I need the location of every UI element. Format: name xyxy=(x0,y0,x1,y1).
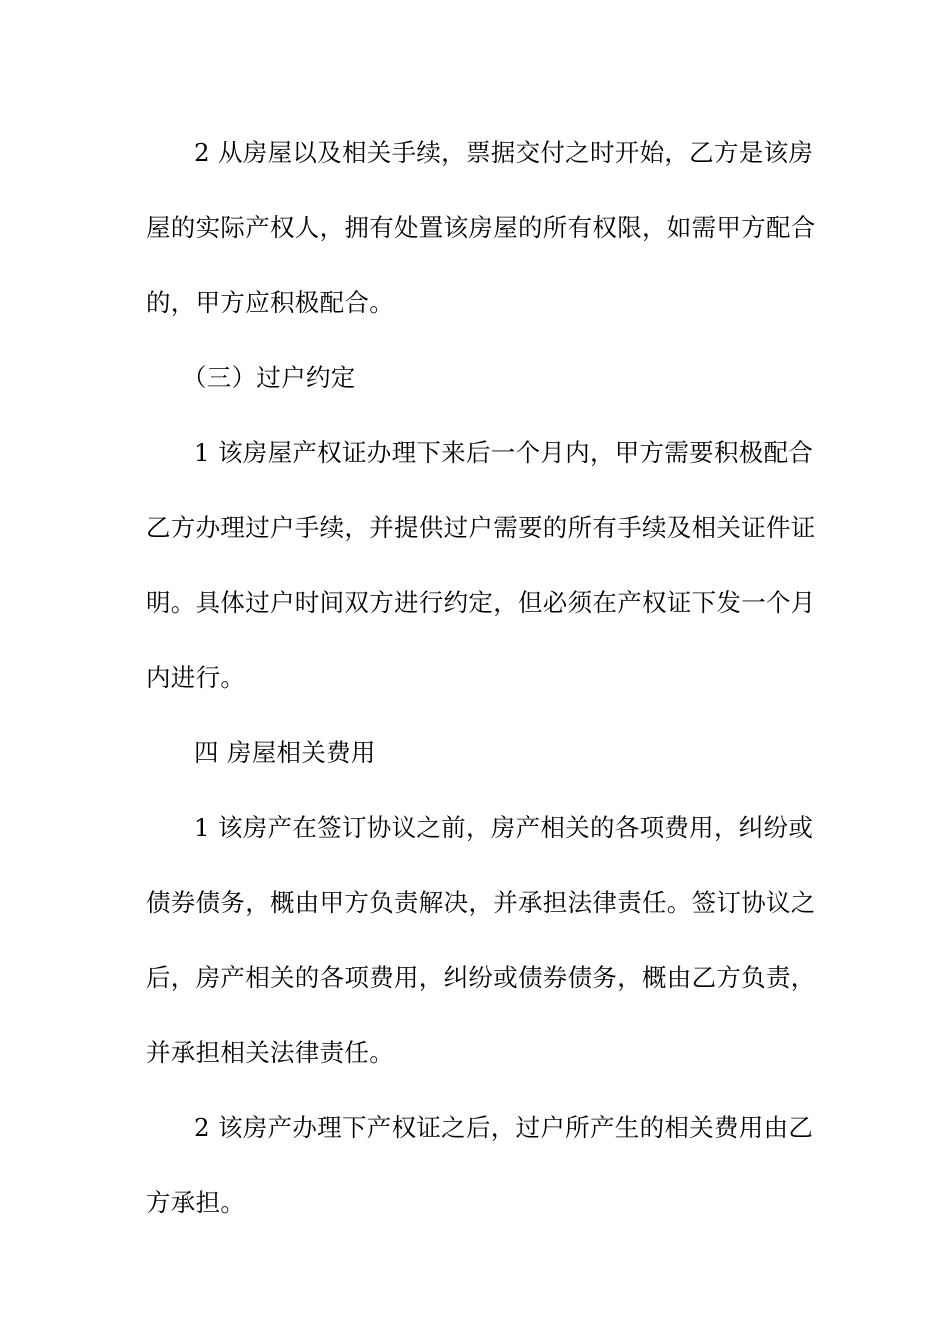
text-line: 明。具体过户时间双方进行约定，但必须在产权证下发一个月 xyxy=(146,588,816,617)
document-body xyxy=(146,115,816,1240)
text-line: 1 该房产在签订协议之前，房产相关的各项费用，纠纷或 xyxy=(194,813,814,842)
paragraph-fees-before-agreement xyxy=(146,790,816,1090)
paragraph-transfer-terms xyxy=(146,415,816,715)
text-line: 并承担相关法律责任。 xyxy=(146,1038,394,1067)
text-line: 屋的实际产权人，拥有处置该房屋的所有权限，如需甲方配合 xyxy=(146,213,816,242)
text-line: 2 该房产办理下产权证之后，过户所产生的相关费用由乙 xyxy=(194,1113,814,1142)
section-heading-transfer xyxy=(146,340,806,415)
heading-text: 四 房屋相关费用 xyxy=(194,738,376,767)
text-line: 的，甲方应积极配合。 xyxy=(146,288,394,317)
text-line: 1 该房屋产权证办理下来后一个月内，甲方需要积极配合 xyxy=(194,438,814,467)
paragraph-transfer-fees xyxy=(146,1090,814,1240)
text-line: 乙方办理过户手续，并提供过户需要的所有手续及相关证件证 xyxy=(146,513,816,542)
text-line: 内进行。 xyxy=(146,663,246,692)
text-line: 方承担。 xyxy=(146,1188,246,1217)
section-heading-fees xyxy=(146,715,806,790)
paragraph-handover-ownership xyxy=(146,115,816,340)
text-line: 2 从房屋以及相关手续，票据交付之时开始，乙方是该房 xyxy=(194,138,814,167)
heading-text: （三）过户约定 xyxy=(182,363,356,392)
text-line: 债券债务，概由甲方负责解决，并承担法律责任。签订协议之 xyxy=(146,888,816,917)
text-line: 后，房产相关的各项费用，纠纷或债券债务，概由乙方负责， xyxy=(146,963,816,992)
